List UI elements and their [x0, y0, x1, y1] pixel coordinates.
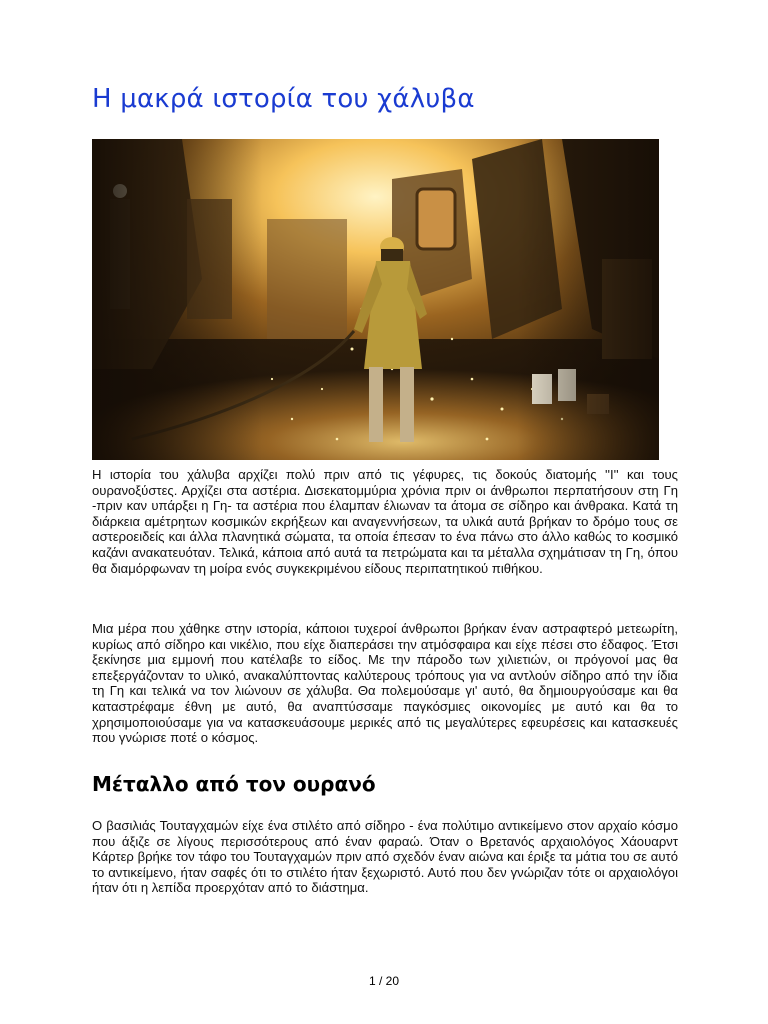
section-heading: Μέταλλο από τον ουρανό — [92, 772, 376, 796]
intro-paragraph-2: Μια μέρα που χάθηκε στην ιστορία, κάποιοι τυχεροί άνθρωποι βρήκαν έναν αστραφτερό μετεωρίτη, κυρίως από σίδηρο και νικέλιο, που είχε διαπεράσει την ατμόσφαιρα και είχε πέσει στο έδαφος. Έτσι ξεκίνησε μια εμμονή που κατέλαβε το είδος. Με την πάροδο των χιλιετιών, οι πρόγονοί μας θα επεξεργάζονταν το υλικό, ανακαλύπτοντας καλύτερους τρόπους για να αντλούν σίδηρο από την ίδια τη Γη και τελικά να τον λιώνουν σε χάλυβα. Θα πολεμούσαμε γι' αυτό, θα δημιουργούσαμε και θα καταστρέφαμε έθνη με αυτό, θα αναπτύσσαμε παγκόσμιες οικονομίες με αυτό και θα το χρησιμοποιούσαμε για να κατασκευάσουμε μερικές από τις μεγαλύτερες εφευρέσεις και κατασκευές που γνώρισε ποτέ ο κόσμος. — [92, 621, 678, 746]
hero-image — [92, 139, 659, 460]
section-paragraph-1: Ο βασιλιάς Τουταγχαμών είχε ένα στιλέτο από σίδηρο - ένα πολύτιμο αντικείμενο στον αρχαίο κόσμο που άξιζε σε λίγους περισσότερους από έναν φαραώ. Όταν ο Βρετανός αρχαιολόγος Χάουαρντ Κάρτερ βρήκε τον τάφο του Τουταγχαμών πριν από σχεδόν έναν αιώνα και έριξε τα μάτια του σε αυτό το αντικείμενο, ήταν σαφές ότι το στιλέτο ήταν ξεχωριστό. Αυτό που δεν γνώριζαν τότε οι αρχαιολόγοι ήταν ότι η λεπίδα προερχόταν από το διάστημα. — [92, 818, 678, 896]
page-title: Η μακρά ιστορία του χάλυβα — [92, 84, 475, 114]
intro-paragraph-1: Η ιστορία του χάλυβα αρχίζει πολύ πριν από τις γέφυρες, τις δοκούς διατομής ''Ι'' και τους ουρανοξύστες. Αρχίζει στα αστέρια. Δισεκατομμύρια χρόνια πριν οι άνθρωποι περπατήσουν στη Γη -πριν καν υπάρξει η Γη- τα αστέρια που έλαμπαν έλιωναν τα άτομα σε σίδηρο και άνθρακα. Κατά τη διάρκεια αμέτρητων κοσμικών εκρήξεων και αναγεννήσεων, τα υλικά αυτά βρήκαν το δρόμο τους σε αστεροειδείς και άλλα πλανητικά σώματα, τα οποία έπεσαν το ένα πάνω στο άλλο καθώς το κοσμικό καζάνι ανακατευόταν. Τελικά, κάποια από αυτά τα πετρώματα και τα μέταλλα σχημάτισαν τη Γη, όπου θα διαμόρφωναν τη μοίρα ενός συγκεκριμένου είδους περιπατητικού πιθήκου. — [92, 467, 678, 576]
steelworker-foundry-photo-icon — [92, 139, 659, 460]
page-indicator: 1 / 20 — [368, 974, 400, 988]
